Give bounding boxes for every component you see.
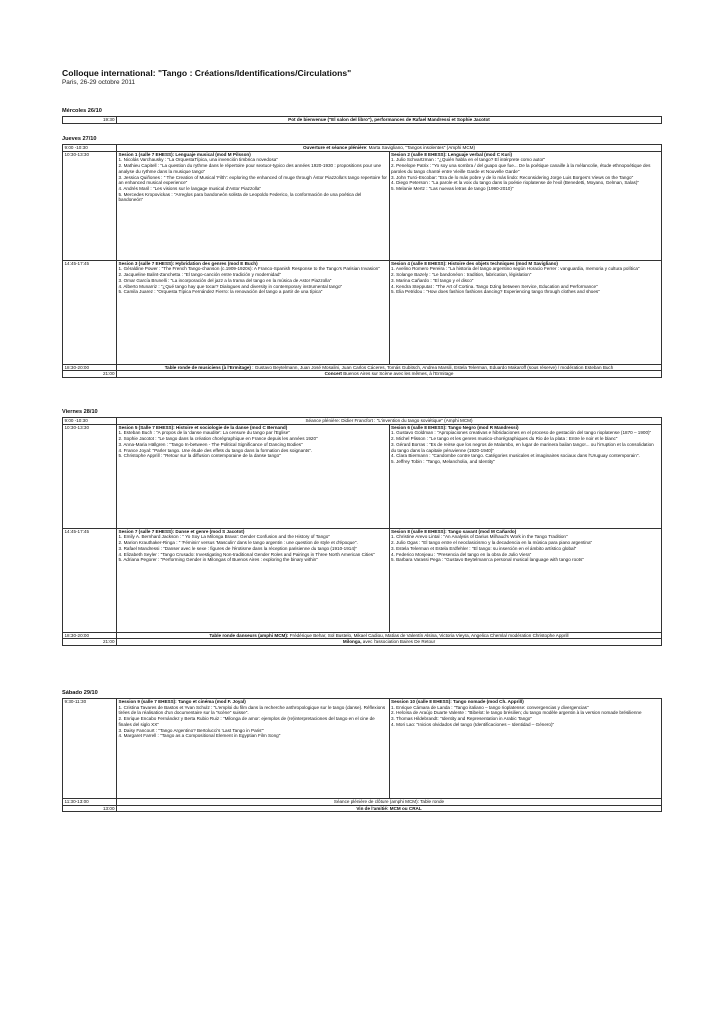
session-heading: Sesion 3 (salle 7 EHESS): Hybridation des genres (mod E Buch) [118, 260, 258, 266]
page-subtitle: Paris, 26-29 octobre 2011 [62, 79, 136, 86]
table-row [63, 699, 662, 799]
table-row [63, 371, 662, 378]
table-row [63, 151, 662, 260]
session-cell [117, 151, 390, 260]
event-cell [117, 639, 662, 646]
list-item: 3. Omar García Brunelli : "La incorporación del jazz a la trama del tango en la música de Astor Piazzolla" [118, 277, 332, 283]
list-item: 4. Margaret Farrell : "Tango as a Compositional Element in Egyptian Film Song" [118, 733, 281, 739]
list-item: 1. Avelino Romero Pereira : "La historia del tango argentino según Horacio Ferrer : vanguardia, memoria y cultura política" [391, 266, 640, 272]
table-row [63, 418, 662, 425]
session-heading: Sesion 5 (Salle 7 EHESS): Histoire et sociologie de la danse (mod C Bernand) [118, 424, 288, 430]
session-cell [117, 260, 390, 364]
plenary-text: : Marta Savigliano, "Tangos insolentes" (Amphi MCM) [366, 145, 476, 150]
list-item: 2. Enrique Encabo Fernández y Berta Rubio Ruiz : "Milonga de amor: ejemplos de (re)interpretaciones del tango en el cine de finales del siglo XX" [118, 716, 375, 727]
time-cell: 10:30-13:30 [63, 424, 117, 528]
list-item: 4. Andrés Maril : "Les visions sur le langage musical d'Astor Piazzolla" [118, 185, 262, 191]
list-item: 3. Estela Telerman et Estela Erdfehler : "El tango: su inserción en el ámbito artístico global" [391, 545, 577, 551]
list-item: 3. Daisy Fancourt : "Tango Argentino? Bertolucci's 'Last Tango in Paris'" [118, 727, 264, 733]
day-label-saturday: Sábado 29/10 [62, 690, 98, 696]
list-item: 5. Christophe Apprill : "Retour sur la diffusion contemporaine de la danse tango" [118, 453, 281, 459]
event-text: avec l'association Baires De Retour [361, 639, 436, 645]
event-cell [117, 364, 662, 371]
list-item: 2. Heloísa de Araújo Duarte Valente : "Bibelot: le tango brésilien; du tango modèle argentin à la version nomade brésilienne [391, 710, 642, 716]
list-item: 3. Rafael Mandressi : "Danser avec le sexe : figures de l'érotisme dans la réception parisienne du tango (1910-1914)" [118, 545, 358, 551]
list-item: 1. Enrique Cámara de Landa : "Tango italiano – tango rioplatense: convergencias y divergencias" [391, 704, 589, 710]
list-item: 2. Solange Bazely : "Le bandonéon : tradition, fabrication, législation" [391, 272, 532, 278]
list-item: 5. Adriana Pegorer : "Performing Gender in Milongas of Buenos Aires : exploring the binary within" [118, 557, 318, 563]
list-item: 3. Thomas Hildebrandt: "Identity and Representation in Arabic Tango" [391, 716, 532, 722]
time-cell: 21:00 [63, 639, 117, 646]
event-label: Concert [324, 371, 342, 377]
table-row [63, 117, 662, 124]
session-cell [389, 151, 662, 260]
session-cell [389, 260, 662, 364]
event-cell: Séance plénière de clôture (amphi MCM): Table ronde [117, 799, 662, 806]
session-heading: Sesion 7 (salle 7 EHESS): Danse et genre (mod S Jacotot) [118, 528, 245, 534]
session-cell [117, 424, 390, 528]
list-item: 2. Sophie Jacotot : "Le tango dans la création chorégraphique en France depuis les années 1920" [118, 436, 318, 442]
session-heading: Sesion 4 (salle 8 EHESS): Histoire des objets techniques (mod M Savigliano) [391, 260, 558, 266]
day-label-wednesday: Mércoles 26/10 [62, 108, 102, 114]
time-cell: 13:00 [63, 805, 117, 812]
session-heading: Sesion 8 (salle 8 EHESS): Tango savant (mod M Cañardo) [391, 528, 517, 534]
plenary-label: Ouverture et séance plénière [302, 145, 367, 150]
table-row [63, 639, 662, 646]
page-title: Colloque international: "Tango : Créations/Identifications/Circulations" [62, 68, 352, 78]
list-item: 3. Jessica Quiñones : " The Creation of Musical 'Filth': exploring the enhanced of muge through Ástor Piazzolla's tango repertoire for an enhanced musical experience" [118, 174, 387, 186]
table-row [63, 799, 662, 806]
time-cell: 21:00 [63, 371, 117, 378]
time-cell: 9:00 -10:30 [63, 418, 117, 425]
schedule-thursday [62, 144, 662, 378]
list-item: 4. Kendra Stepputat : "The Art of Cortina. Tango DJing between Service, Education and Performance" [391, 283, 598, 289]
list-item: 1. Esteban Buch : "A propos de la 'danse maudite': La censure du tango par l'Eglise" [118, 430, 290, 436]
time-cell: 19:30 [63, 117, 117, 124]
table-row [63, 528, 662, 632]
event-label: Table ronde de musiciens (à l'Ermitage) [164, 364, 251, 370]
list-item: 1. Julio Schvartzman : "¿Quién habla en el tango? El intérprete como autor" [391, 157, 546, 163]
list-item: 4. Clara Biermann : "Candombe contre tango. Catégories musicales et imaginaires sociaux dans l'Uruguay contemporain". [391, 453, 640, 459]
list-item: 1. Nicolás Varchausky : "La OrquestaTípica, una invención timbrica novedosa" [118, 157, 278, 163]
time-cell: 14:45-17:45 [63, 528, 117, 632]
table-row [63, 364, 662, 371]
time-cell: 9:30-11:30 [63, 699, 117, 799]
time-cell: 18:30-20:00 [63, 364, 117, 371]
event-cell: Pot de bienvenue ("El salon del libro"), performances de Rafael Mandressi et Sophie Jacotot [117, 117, 662, 124]
list-item: 3. Marina Cañardo : "El tango y el disco" [391, 277, 474, 283]
list-item: 5. Elia Petridou : "How does fashion fashions dancing? Experiencing tango through clothes and shoes" [391, 289, 600, 295]
table-row [63, 805, 662, 812]
list-item: 1. Christine Arevo Lintal : "An Analysis of Darius Milhaud's Work in the Tango Tradition" [391, 534, 568, 540]
list-item: 3. John Turci-Escobar: "Era de lo más pobre y de lo más lindo: Reconsidering Jorge Luis Borges's Views on the Tango" [391, 174, 634, 180]
list-item: 3. Anna-Maria Hällgren : "Tango In-between - The Political Significance of Dancing Bodies" [118, 441, 303, 447]
list-item: 1. Gustavo Goldman : "Apropiaciones creativas e hibridaciones en el proceso de gestación del tango rioplatense (1870 – 1900)" [391, 430, 652, 436]
schedule-saturday [62, 698, 662, 812]
list-item: 5. Barbara Varassi Pega : "Gustavo Beytelmann:a personal musical language with tango roots" [391, 557, 584, 563]
list-item: 5. Jeffrey Tobin : "Tango, Melancholia, and Identity" [391, 458, 495, 464]
list-item: 2. Julio Ogas : "El tango entre el neoclasicismo y la decadencia en la música para piano argentina" [391, 540, 593, 546]
list-item: 1. Emily A. Bernhard Jackson : " Yo Soy La Milonga Brava': Gender Confusion and the History of Tango" [118, 534, 330, 540]
event-text: Frédérique Behar, Sol Bustelo, Mikael Cadiou, Matías de Valentín Alsina, Victoria Vieyra, Angelica Chemla/ modération Christophe Apprill [288, 632, 569, 638]
list-item: 5. Camila Juarez : "Orquesta Típica Fernández Fierro: la renovación del tango a partir de una típica" [118, 289, 323, 295]
list-item: 2. Jacqueline Balint-Zanchetta : "El tango-canción entre tradición y modernidad" [118, 272, 282, 278]
table-row [63, 260, 662, 364]
list-item: 2. Penelope Patrix : "Yo soy una sombra / del guapo que fue... De la poétique canaille à la mélancolie, étude ethnopoétique des paroles du tango chanté entre Vieille Garde et Nouvelle Garde" [391, 163, 651, 174]
session-cell [389, 528, 662, 632]
list-item: 4. Federico Monjeau : "Presencia del tango en la obra de Julio Viera" [391, 551, 532, 557]
event-cell [117, 632, 662, 639]
table-row [63, 145, 662, 152]
list-item: 1. Cristina Tavares de Bastos et Yvan Schulz : "L'emploi du film dans la recherche anthropologique sur le tango (danse). Réflexions tirées de la réalisation d'un documentaire sur la "scène" suisse". [118, 704, 386, 716]
session-cell [117, 528, 390, 632]
plenary-cell: Séance plénière: Didier Francfort : "L'invention du tango soviétique" (Amphi MCM) [117, 418, 662, 425]
table-row [63, 632, 662, 639]
plenary-cell [117, 145, 662, 152]
schedule-wednesday [62, 116, 662, 124]
list-item: 5. Mercedes Kropovickas : "Arreglos para bandoneón solista de Leopoldo Federico, la conformación de una poética del bandoneón" [118, 191, 362, 203]
event-cell [117, 371, 662, 378]
session-cell [389, 424, 662, 528]
event-text: : Gustavo Beytelmann, Juan José Mosalini, Juan Carlos Cáceres, Tomás Gubitsch, Andrea Marsili, Estela Telerman, Eduardo Makaroff (sous réserve) / modération Esteban Buch [252, 364, 614, 370]
list-item: 2. Mathieu Capitell : "La question du rythme dans le répertoire pour sextuor-typico des années 1920-1930 : propositions pour une analyse du rythme dans la musique tango" [118, 163, 382, 174]
session-heading: Sesion 2 (salle 8 EHESS): Lenguaje verbal (mod C Kuri) [391, 151, 512, 157]
list-item: 1. Géraldine Power : "The French Tango-chanson (c.1909-1920s): A Franco-Spanish Response to the Tango's Parisian Invasion" [118, 266, 380, 272]
time-cell: 9:00 -10:30 [63, 145, 117, 152]
list-item: 4. Diego Peterson : "La parole et la voix du tango dans la poésie rioplatense de l'exil (Benedetti, Moyano, Gelman, Salas)" [391, 180, 640, 186]
list-item: 3. Gérard Borras : "Es de reirse que los negros de Malambo, en lugar de marinera bailan tango!... ou l'irruption et la consolidation du tango dans la capitale péruvienne (1920-1940)" [391, 441, 654, 453]
list-item: 5. Melanie Mertz : "Las nuevas letras de tango (1990-2010)" [391, 185, 514, 191]
time-cell: 11:30-13:00 [63, 799, 117, 806]
table-row [63, 424, 662, 528]
time-cell: 18:30-20:00 [63, 632, 117, 639]
list-item: 2. Michel Plisson : "Le tango et les genres musico-chorégraphiques du Rio de la plata : Entre le noir et le blanc" [391, 436, 618, 442]
event-cell: Vin de l'amitié: MCM ou CRAL [117, 805, 662, 812]
session-heading: Session 10 (salle 8 EHESS): Tango nomade (mod Ch. Apprill) [391, 699, 524, 704]
session-heading: Sesion 1 (salle 7 EHESS): Lenguaje musical (mod M Pilsson) [118, 151, 251, 157]
event-label: Table ronde danseurs (amphi MCM): [209, 632, 289, 638]
session-cell [389, 699, 662, 799]
session-heading: Sesion 6 (salle 8 EHESS): Tango Negro (mod R Mandressi) [391, 424, 519, 430]
program-page [62, 68, 662, 811]
list-item: 2. Marion Krauthaker-Ringa : " 'Féminin' versus 'Masculin' dans le tango argentin : une question de style et d'époque". [118, 540, 358, 546]
event-text: Buenos Aires sur Scène avec les mêmes, à l'Ermitage [341, 371, 454, 377]
list-item: 4. Elizabeth Seyler : "Tango Crusado: Investigating Non-traditional Gender Roles and Pairings in Three North American Cities" [118, 551, 375, 557]
day-label-friday: Viernes 28/10 [62, 409, 98, 415]
time-cell: 10:30-13:30 [63, 151, 117, 260]
schedule-friday [62, 417, 662, 646]
time-cell: 14:45-17:45 [63, 260, 117, 364]
list-item: 4. France Joyal: "Parler tango. Une étude des effets du tango dans la formation des soignants". [118, 447, 313, 453]
day-label-thursday: Jueves 27/10 [62, 136, 97, 142]
list-item: 4. Alberto Munarriz : "¿Qué tango hay que tocar? Dialogues and diversity in contemporary instrumental tango" [118, 283, 343, 289]
session-cell [117, 699, 390, 799]
list-item: 4. Mori Lao: "Inicios olvidados del tango (Identificaciones – Identidad – Género)" [391, 721, 555, 727]
event-label: Milonga, [342, 639, 362, 645]
session-heading: Session 9 (salle 7 EHESS): Tango et cinéma (mod F. Joyal) [118, 699, 246, 704]
